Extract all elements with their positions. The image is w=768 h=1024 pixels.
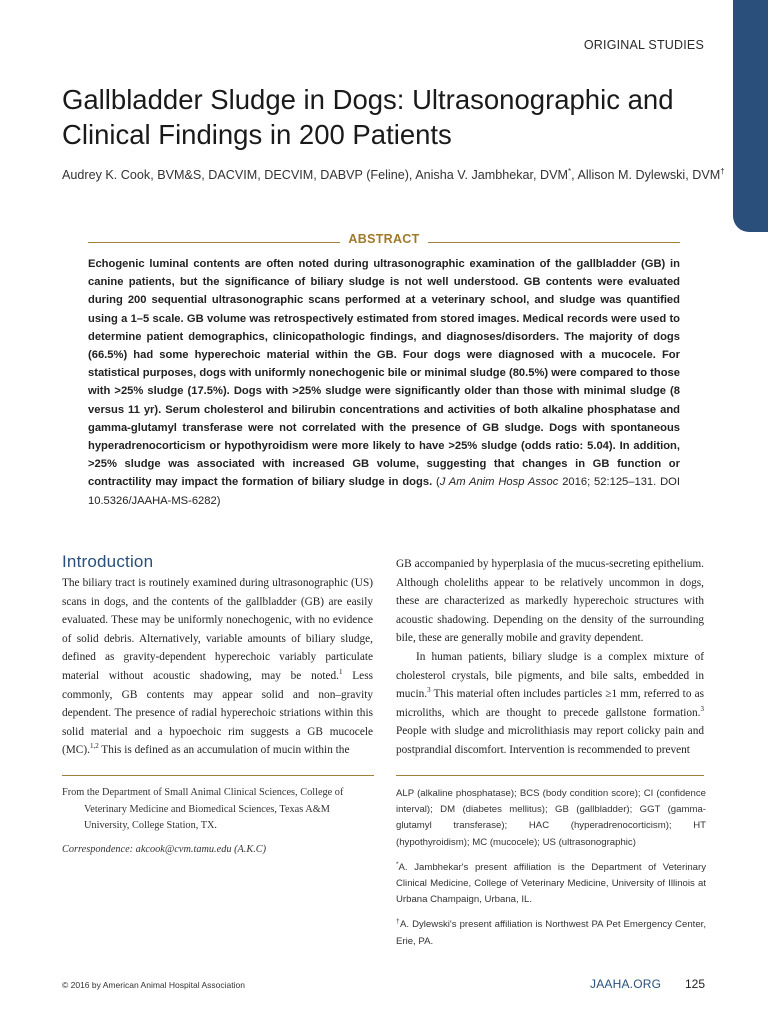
abstract-rule-left (88, 242, 340, 243)
reference-mark: 3 (700, 704, 704, 713)
note-mark: * (396, 860, 399, 868)
affiliation-footnote (62, 785, 374, 858)
reference-mark: 3 (427, 686, 431, 695)
affiliation-text: From the Department of Small Animal Clinical Sciences, College of Veterinary Medicine and Biomedical Sciences, Texas A&M University, College Station, TX. (62, 787, 344, 831)
reference-mark: 1,2 (89, 742, 99, 751)
introduction-heading: Introduction (62, 552, 154, 571)
citation-open: ( (432, 476, 440, 489)
note-mark: † (396, 918, 400, 926)
intro-paragraph-continued: GB accompanied by hyperplasia of the mucus-secreting epithelium. Although choleliths appear to be relatively uncommon in dogs, these are characterized as markedly hyperechoic structures with acoustic shadowing. Depending on the density of the surrounding bile, these are generally mobile and gravity dependent. (396, 558, 704, 645)
authors-part2: , Allison M. Dylewski, DVM (571, 168, 721, 182)
correspondence-text: Correspondence: akcook@cvm.tamu.edu (A.K.C) (62, 843, 267, 855)
abstract-rule-right (428, 242, 680, 243)
abstract-text: Echogenic luminal contents are often noted during ultrasonographic examination of the gallbladder (GB) in canine patients, but the significance of biliary sludge is not well understood. GB contents were evaluated during 200 sequential ultrasonographic scans performed at a veterinary school, and sludge was quantified using a 1–5 scale. GB volume was retrospectively estimated from stored images. Medical records were used to determine patient demographics, clinicopathologic findings, and diagnoses/disorders. The majority of dogs (66.5%) had some hyperechoic material within the GB. Four dogs were diagnosed with a mucocele. For statistical purposes, dogs with uniformly nonechogenic bile or minimal sludge (80.5%) were compared to those with >25% sludge (17.5%). Dogs with >25% sludge were significantly older than those with minimal sludge (8 versus 11 yr). Serum cholesterol and bilirubin concentrations and activities of both alkaline phosphatase and gamma-glutamyl transferase were not correlated with the presence of GB sludge. Dogs with spontaneous hyperadrenocorticism or hypothyroidism were more likely to have >25% sludge (odds ratio: 5.04). In addition, >25% sludge was associated with increased GB volume, suggesting that changes in GB function or contractility may impact the formation of biliary sludge in dogs. (88, 258, 680, 489)
section-label: ORIGINAL STUDIES (583, 38, 704, 52)
copyright-notice: © 2016 by American Animal Hospital Association (62, 980, 245, 990)
abstract-body (88, 255, 680, 510)
note-text: A. Dylewski's present affiliation is Northwest PA Pet Emergency Center, Erie, PA. (396, 919, 706, 947)
citation-details: 2016; 52:125–131. DOI 10.5326/JAAHA-MS-6282) (88, 476, 680, 507)
intro-text-f: People with sludge and microlithiasis may report colicky pain and postprandial discomfort. Intervention is recommended to prevent (396, 725, 704, 756)
intro-text-c: This is defined as an accumulation of mucin within the (98, 744, 350, 757)
author-note-2 (396, 917, 706, 949)
reference-mark: 1 (339, 668, 343, 677)
abstract-heading: ABSTRACT (348, 232, 420, 246)
left-column (62, 574, 373, 760)
page-number: 125 (685, 977, 706, 991)
note-text: A. Jambhekar's present affiliation is the Department of Veterinary Clinical Medicine, College of Veterinary Medicine, University of Illinois at Urbana Champaign, Urbana, IL. (396, 861, 706, 906)
intro-paragraph-1 (62, 574, 373, 760)
footnote-rule-right (396, 775, 704, 776)
authors-part1: Audrey K. Cook, BVM&S, DACVIM, DECVIM, DABVP (Feline), Anisha V. Jambhekar, DVM (62, 168, 569, 182)
author-mark-1: * (568, 166, 572, 176)
article-title: Gallbladder Sludge in Dogs: Ultrasonographic and Clinical Findings in 200 Patients (62, 84, 674, 150)
journal-side-tab (733, 0, 768, 232)
right-column (396, 555, 704, 760)
author-list (62, 166, 725, 182)
journal-site-link[interactable]: JAAHA.ORG (590, 977, 662, 991)
abbreviations-text: ALP (alkaline phosphatase); BCS (body condition score); CI (confidence interval); DM (diabetes mellitus); GB (gallbladder); GGT (gamma-glutamyl transferase); HAC (hyperadrenocorticism); HT (hypothyroidism); MC (mucocele); US (ultrasonographic) (396, 788, 706, 848)
intro-text-d: In human patients, biliary sludge is a complex mixture of cholesterol crystals, bile pigments, and bile salts, embedded in mucin. (396, 650, 704, 701)
footnote-rule-left (62, 775, 374, 776)
intro-paragraph-2 (396, 648, 704, 760)
author-mark-2: † (720, 166, 725, 176)
intro-text-a: The biliary tract is routinely examined during ultrasonographic (US) scans in dogs, and the contents of the gallbladder (GB) are easily evaluated. These may be uniformly nonechogenic, with no evidence of solid debris. Alternatively, variable amounts of biliary sludge, defined as gravity-dependent hyperechoic variably particulate material without acoustic shadowing, may be noted. (62, 577, 373, 682)
author-note-1 (396, 860, 706, 909)
abbreviation-footnotes (396, 786, 706, 959)
citation-journal: J Am Anim Hosp Assoc (439, 476, 559, 489)
intro-text-e: This material often includes particles ≥1 mm, referred to as microliths, which are thought to precede gallstone formation. (396, 688, 704, 719)
intro-text-b: Less commonly, GB contents may appear solid and non–gravity dependent. The presence of radial hyperechoic striations within this solid material and a hypoechoic rim suggests a GB mucocele (MC). (62, 669, 373, 757)
